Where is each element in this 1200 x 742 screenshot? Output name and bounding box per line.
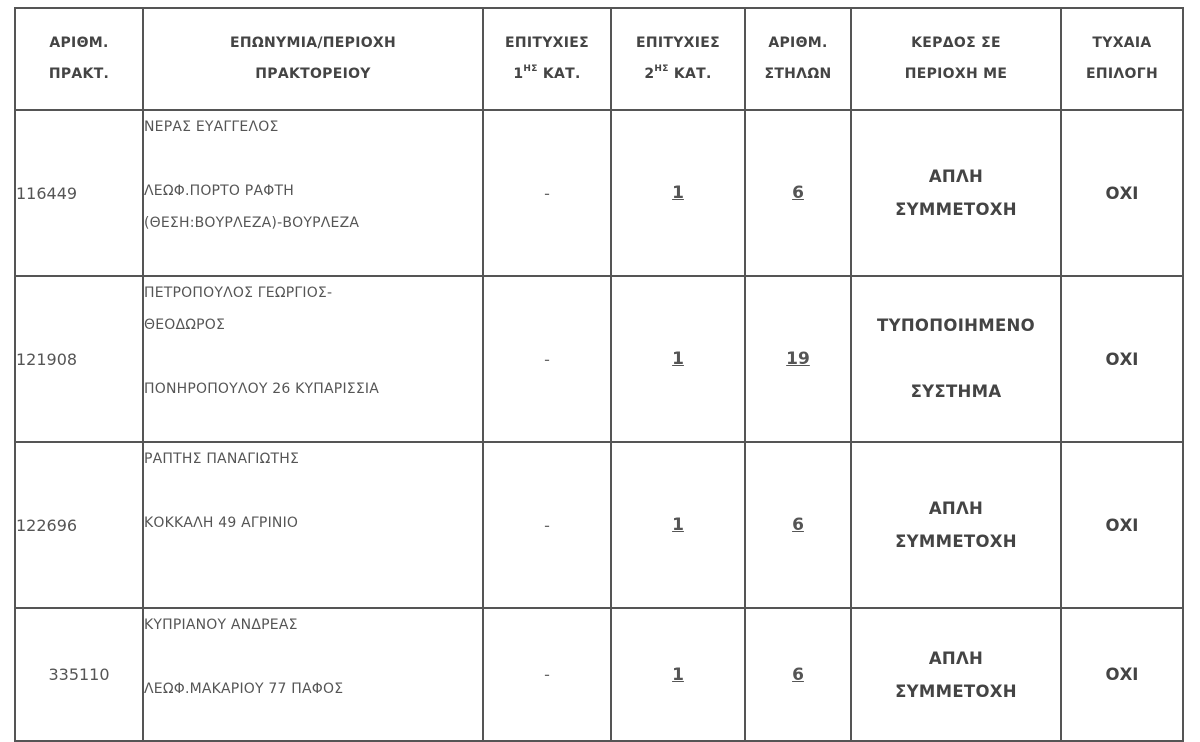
first-category-wins: - — [483, 608, 611, 741]
agency-code: 121908 — [15, 276, 143, 442]
columns-count-link[interactable]: 19 — [786, 349, 810, 369]
second-category-wins-link[interactable]: 1 — [672, 349, 684, 369]
second-category-wins — [611, 276, 745, 442]
agency-name: ΝΕΡΑΣ ΕΥΑΓΓΕΛΟΣ — [144, 119, 279, 135]
agency-address: ΛΕΩΦ.ΠΟΡΤΟ ΡΑΦΤΗ — [144, 183, 294, 199]
agency-details — [143, 442, 483, 608]
agency-code: 122696 — [15, 442, 143, 608]
agency-address: ΚΟΚΚΑΛΗ 49 ΑΓΡΙΝΙΟ — [144, 515, 299, 531]
second-category-wins — [611, 608, 745, 741]
agency-code: 116449 — [15, 110, 143, 276]
header-agency-name: ΕΠΩΝΥΜΙΑ/ΠΕΡΙΟΧΗ ΠΡΑΚΤΟΡΕΙΟΥ — [143, 8, 483, 110]
gain-type: ΑΠΛΗ ΣΥΜΜΕΤΟΧΗ — [851, 608, 1061, 741]
agency-address: ΛΕΩΦ.ΜΑΚΑΡΙΟΥ 77 ΠΑΦΟΣ — [144, 681, 344, 697]
winners-table — [14, 7, 1184, 742]
agency-name-cont: ΘΕΟΔΩΡΟΣ — [144, 317, 226, 333]
random-choice: ΟΧΙ — [1061, 276, 1183, 442]
columns-count-link[interactable]: 6 — [792, 515, 804, 535]
agency-address: ΠΟΝΗΡΟΠΟΥΛΟΥ 26 ΚΥΠΑΡΙΣΣΙΑ — [144, 381, 379, 397]
columns-count — [745, 110, 851, 276]
table-row — [15, 442, 1183, 608]
second-category-wins — [611, 110, 745, 276]
agency-name: ΡΑΠΤΗΣ ΠΑΝΑΓΙΩΤΗΣ — [144, 451, 300, 467]
columns-count-link[interactable]: 6 — [792, 664, 804, 685]
agency-details — [143, 276, 483, 442]
header-first-category: ΕΠΙΤΥΧΙΕΣ $1^{H\Sigma}$ ΚΑΤ. — [483, 8, 611, 110]
agency-details — [143, 110, 483, 276]
header-gain-type: ΚΕΡΔΟΣ ΣΕ ΠΕΡΙΟΧΗ ΜΕ — [851, 8, 1061, 110]
columns-count-link[interactable]: 6 — [792, 183, 804, 203]
first-category-wins: - — [483, 442, 611, 608]
agency-name: ΚΥΠΡΙΑΝΟΥ ΑΝΔΡΕΑΣ — [144, 617, 298, 633]
header-agency-code: ΑΡΙΘΜ. ΠΡΑΚΤ. — [15, 8, 143, 110]
agency-name: ΠΕΤΡΟΠΟΥΛΟΣ ΓΕΩΡΓΙΟΣ- — [144, 285, 333, 301]
agency-details — [143, 608, 483, 741]
first-category-wins: - — [483, 110, 611, 276]
header-row — [15, 8, 1183, 110]
header-random-choice: ΤΥΧΑΙΑ ΕΠΙΛΟΓΗ — [1061, 8, 1183, 110]
columns-count — [745, 442, 851, 608]
second-category-wins-link[interactable]: 1 — [672, 183, 684, 203]
random-choice: ΟΧΙ — [1061, 608, 1183, 741]
gain-type: ΤΥΠΟΠΟΙΗΜΕΝΟ ΣΥΣΤΗΜΑ — [851, 276, 1061, 442]
random-choice: ΟΧΙ — [1061, 442, 1183, 608]
gain-type: ΑΠΛΗ ΣΥΜΜΕΤΟΧΗ — [851, 110, 1061, 276]
gain-type: ΑΠΛΗ ΣΥΜΜΕΤΟΧΗ — [851, 442, 1061, 608]
first-category-wins: - — [483, 276, 611, 442]
agency-address-area: (ΘΕΣΗ:ΒΟΥΡΛΕΖΑ)-ΒΟΥΡΛΕΖΑ — [144, 215, 360, 231]
agency-code: 335110 — [15, 608, 143, 741]
header-columns-count: ΑΡΙΘΜ. ΣΤΗΛΩΝ — [745, 8, 851, 110]
second-category-wins — [611, 442, 745, 608]
table-row — [15, 110, 1183, 276]
table-row — [15, 276, 1183, 442]
header-second-category: ΕΠΙΤΥΧΙΕΣ $2^{H\Sigma}$ ΚΑΤ. — [611, 8, 745, 110]
random-choice: ΟΧΙ — [1061, 110, 1183, 276]
columns-count — [745, 608, 851, 741]
second-category-wins-link[interactable]: 1 — [672, 515, 684, 535]
columns-count — [745, 276, 851, 442]
table-row — [15, 608, 1183, 741]
second-category-wins-link[interactable]: 1 — [672, 664, 684, 685]
